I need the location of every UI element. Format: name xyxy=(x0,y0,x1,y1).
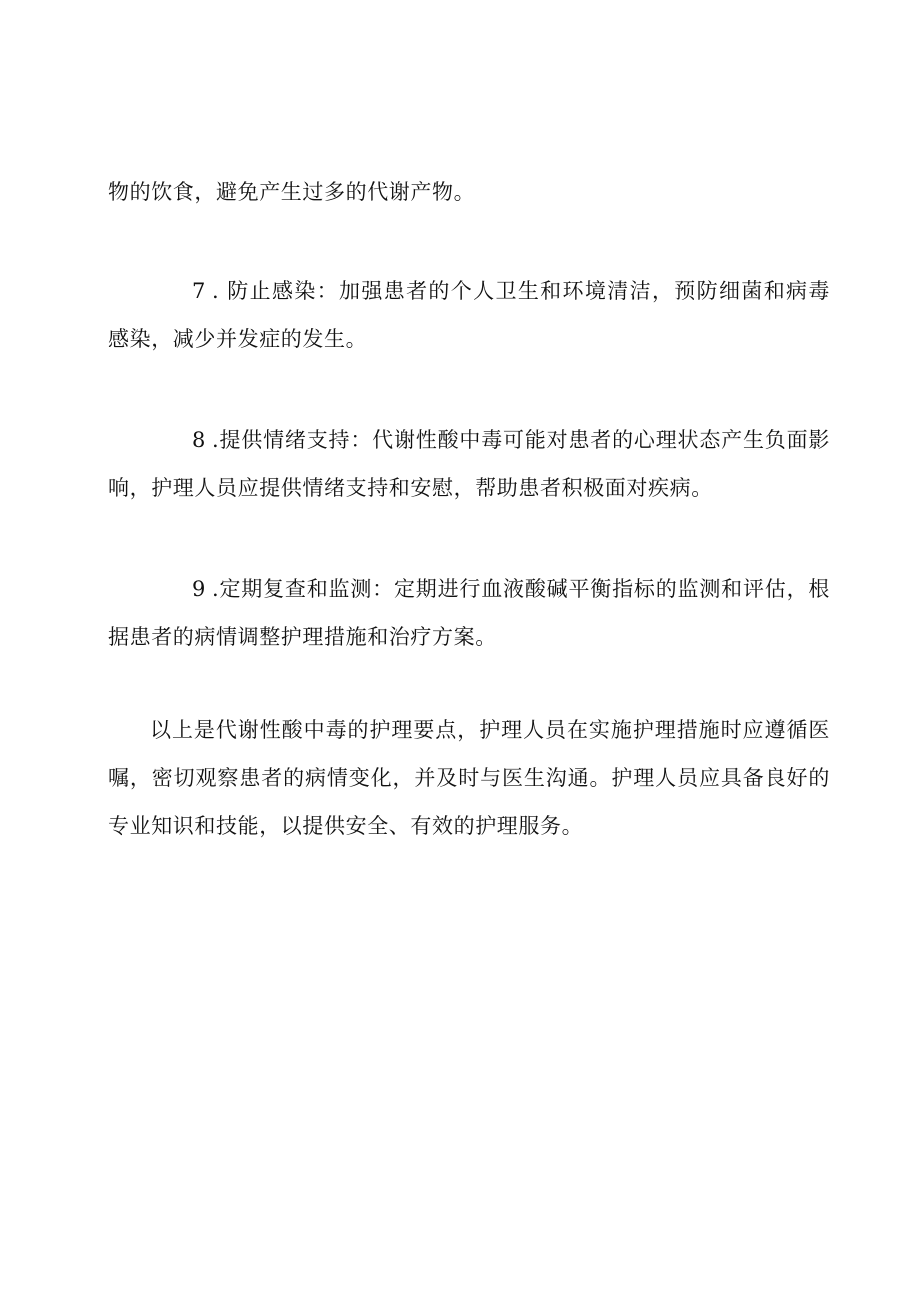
summary-paragraph: 以上是代谢性酸中毒的护理要点，护理人员在实施护理措施时应遵循医嘱，密切观察患者的病情变化，并及时与医生沟通。护理人员应具备良好的专业知识和技能，以提供安全、有效的护理服务。 xyxy=(108,718,830,838)
list-item-7 xyxy=(108,267,830,363)
list-item-number: 8 xyxy=(192,428,206,452)
list-item-number: 9 xyxy=(192,577,206,601)
list-item-text: .定期复查和监测：定期进行血液酸碱平衡指标的监测和评估，根据患者的病情调整护理措施和治疗方案。 xyxy=(108,577,830,649)
continuation-paragraph: 物的饮食，避免产生过多的代谢产物。 xyxy=(108,180,476,204)
list-item-text: .提供情绪支持：代谢性酸中毒可能对患者的心理状态产生负面影响，护理人员应提供情绪支持和安慰，帮助患者积极面对疾病。 xyxy=(108,428,830,500)
list-item-8 xyxy=(108,416,830,512)
list-item-9 xyxy=(108,565,830,661)
list-item-number: 7 xyxy=(192,279,206,303)
list-item-text: . 防止感染：加强患者的个人卫生和环境清洁，预防细菌和病毒感染，减少并发症的发生。 xyxy=(108,279,830,351)
